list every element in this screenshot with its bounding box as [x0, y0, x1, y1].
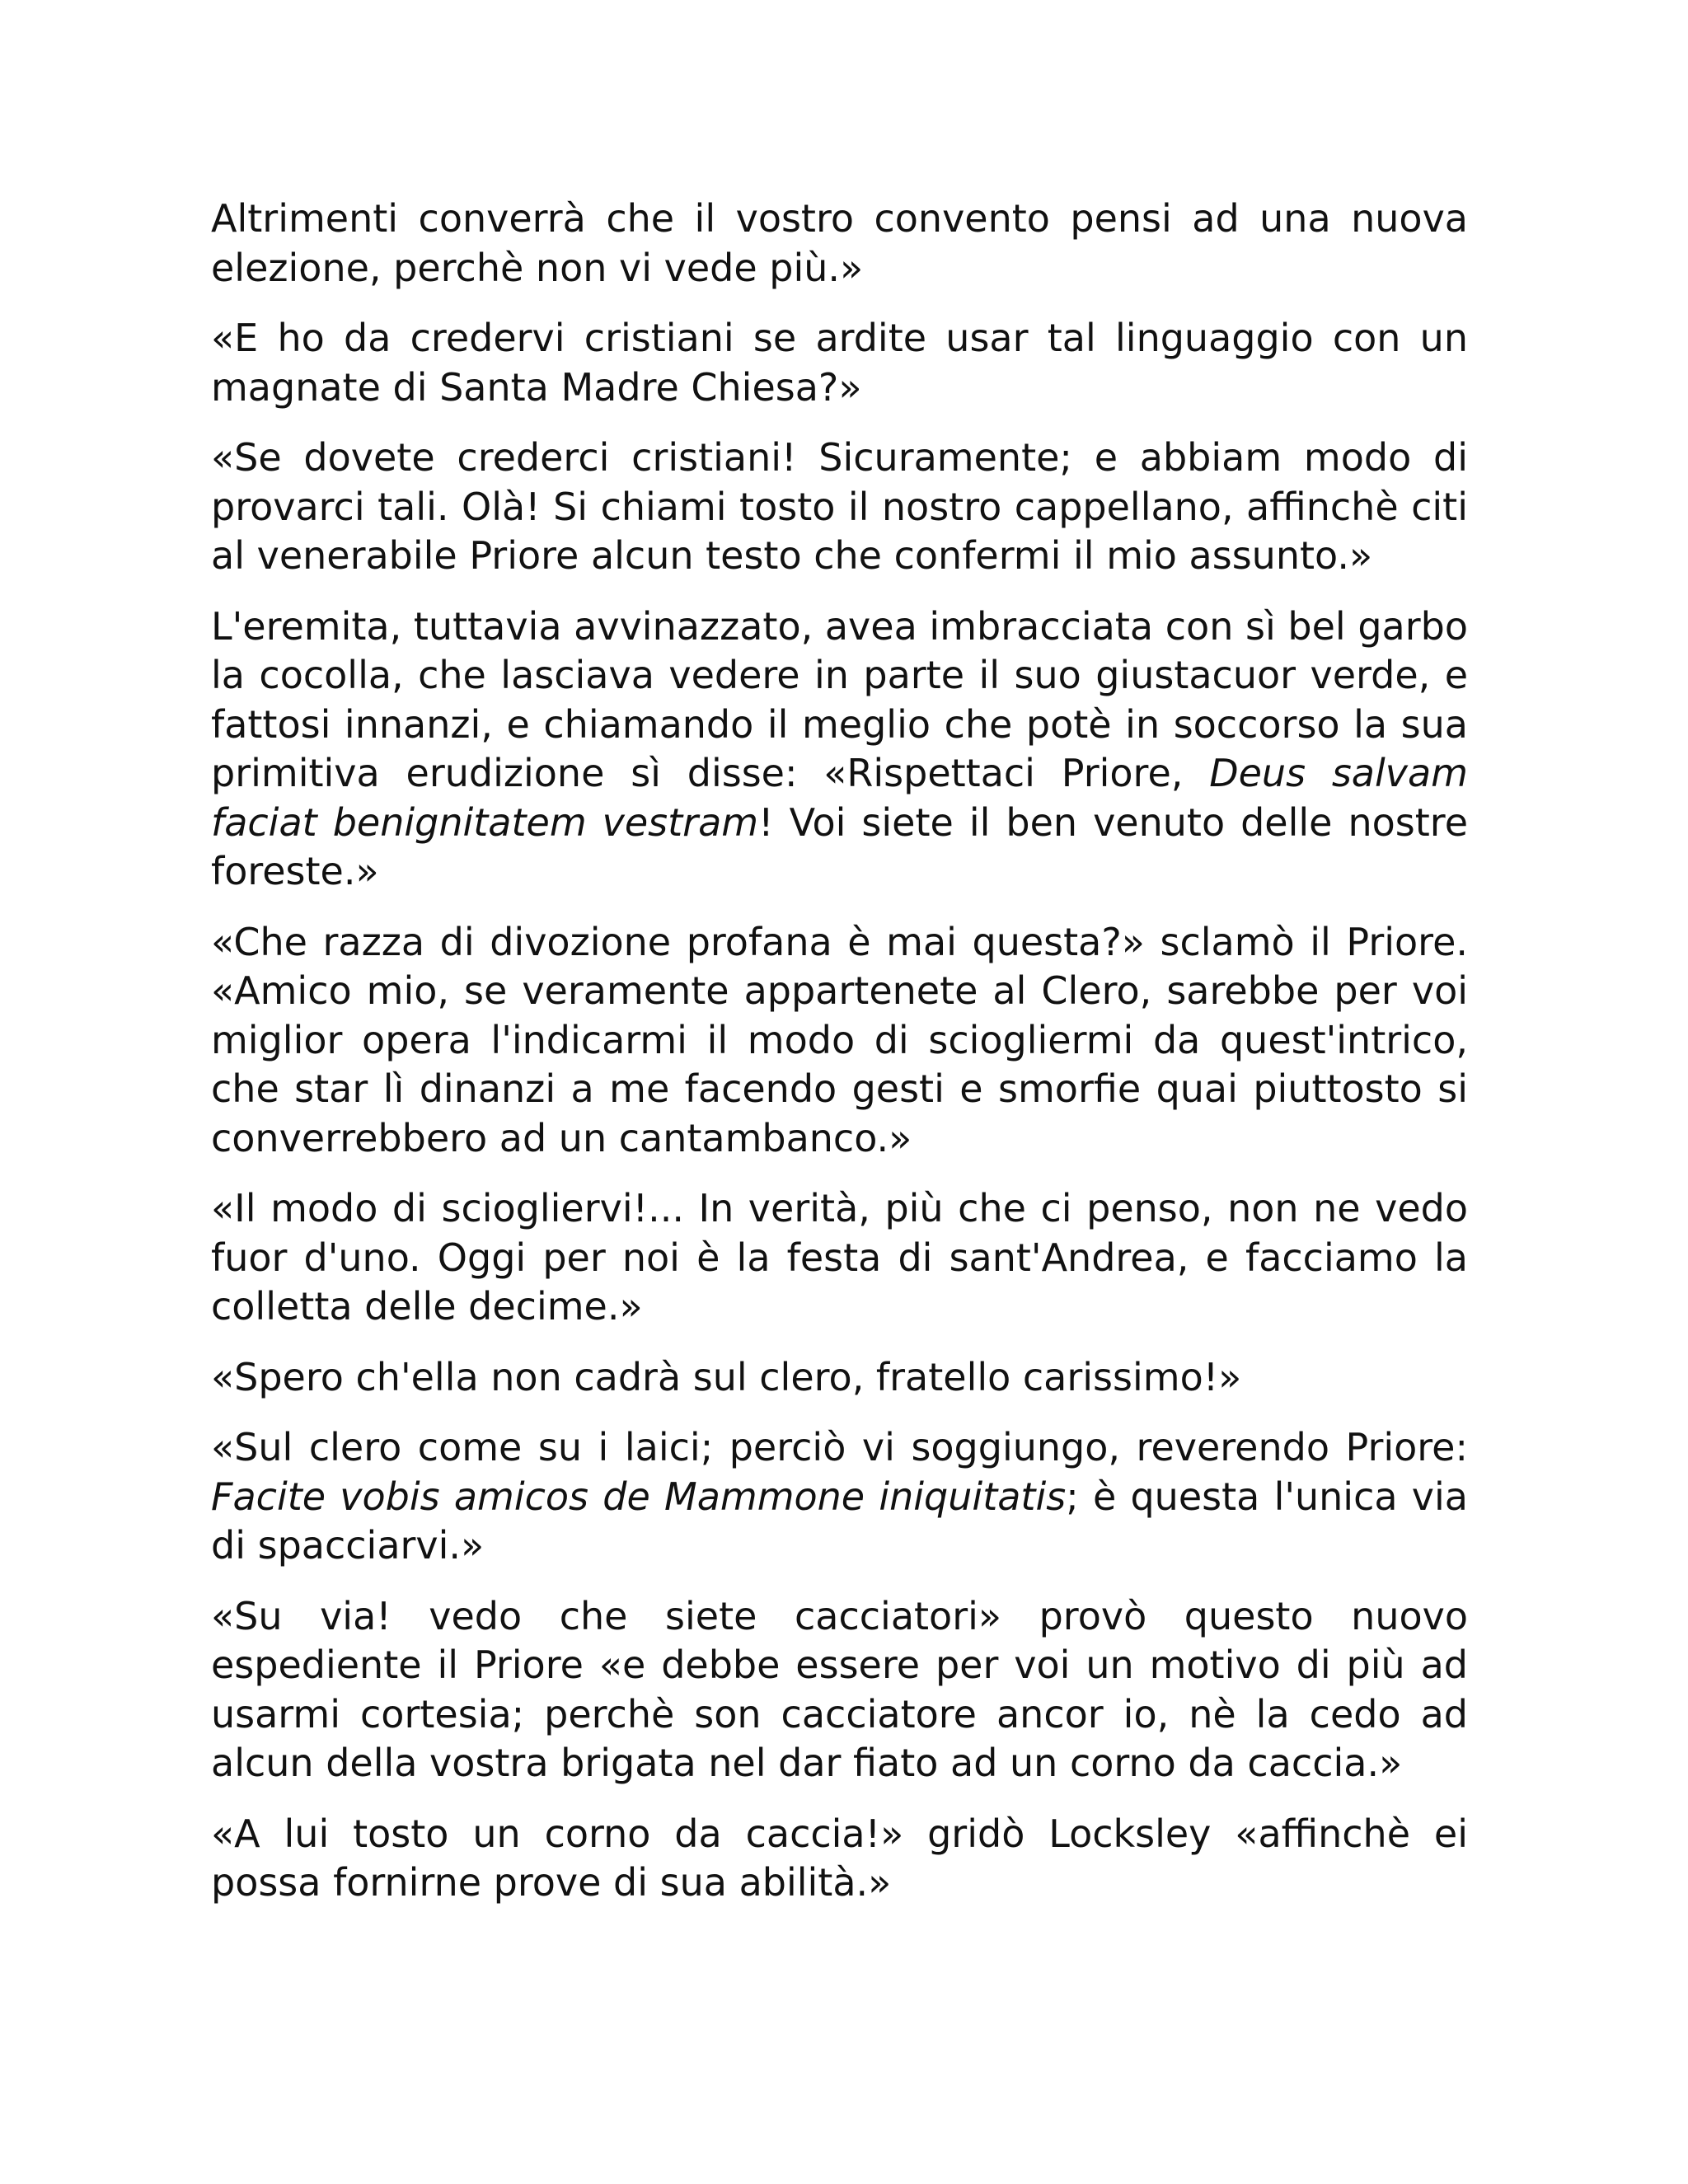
text-segment: «Se dovete crederci cristiani! Sicuramente; e abbiam modo di provarci tali. Olà! Si chiami tosto il nostro cappellano, affinchè citi al venerabile Priore alcun testo che confermi il mio assunto.»: [211, 435, 1468, 578]
italic-latin-phrase: Deus salvam faciat benignitatem vestram: [211, 751, 1468, 845]
paragraph: [211, 602, 1468, 897]
text-segment: «Sul clero come su i laici; perciò vi soggiungo, reverendo Priore:: [211, 1425, 1468, 1469]
paragraph: [211, 1184, 1468, 1332]
text-segment: ! Voi siete il ben venuto delle nostre foreste.»: [211, 799, 1468, 893]
paragraph: [211, 434, 1468, 581]
text-segment: «A lui tosto un corno da caccia!» gridò Locksley «affinchè ei possa fornirne prove di sua abilità.»: [211, 1811, 1468, 1905]
text-segment: Altrimenti converrà che il vostro convento pensi ad una nuova elezione, perchè non vi vede più.»: [211, 196, 1468, 290]
paragraph: [211, 1592, 1468, 1788]
text-segment: «Su via! vedo che siete cacciatori» provò questo nuovo espediente il Priore «e debbe essere per voi un motivo di più ad usarmi cortesia; perchè son cacciatore ancor io, nè la cedo ad alcun della vostra brigata nel dar fiato ad un corno da caccia.»: [211, 1593, 1468, 1785]
italic-latin-phrase: Facite vobis amicos de Mammone iniquitatis: [211, 1474, 1067, 1519]
paragraph: [211, 1353, 1468, 1403]
text-segment: «Spero ch'ella non cadrà sul clero, fratello carissimo!»: [211, 1354, 1242, 1399]
text-segment: «Che razza di divozione profana è mai questa?» sclamò il Priore. «Amico mio, se veramente appartenete al Clero, sarebbe per voi miglior opera l'indicarmi il modo di sciogliermi da quest'intrico, che star lì dinanzi a me facendo gesti e smorfie quai piuttosto si converrebbero ad un cantambanco.»: [211, 919, 1468, 1160]
paragraph: [211, 314, 1468, 412]
body-text: [211, 194, 1468, 1929]
paragraph: [211, 1423, 1468, 1571]
text-segment: «Il modo di sciogliervi!... In verità, più che ci penso, non ne vedo fuor d'uno. Oggi per noi è la festa di sant'Andrea, e facciamo la colletta delle decime.»: [211, 1186, 1468, 1329]
paragraph: [211, 194, 1468, 293]
text-segment: «E ho da credervi cristiani se ardite usar tal linguaggio con un magnate di Santa Madre Chiesa?»: [211, 316, 1468, 410]
text-segment: ; è questa l'unica via di spacciarvi.»: [211, 1474, 1468, 1568]
paragraph: [211, 918, 1468, 1164]
paragraph: [211, 1810, 1468, 1908]
text-segment: L'eremita, tuttavia avvinazzato, avea imbracciata con sì bel garbo la cocolla, che lasciava vedere in parte il suo giustacuor verde, e fattosi innanzi, e chiamando il meglio che potè in soccorso la sua primitiva erudizione sì disse: «Rispettaci Priore,: [211, 603, 1468, 795]
